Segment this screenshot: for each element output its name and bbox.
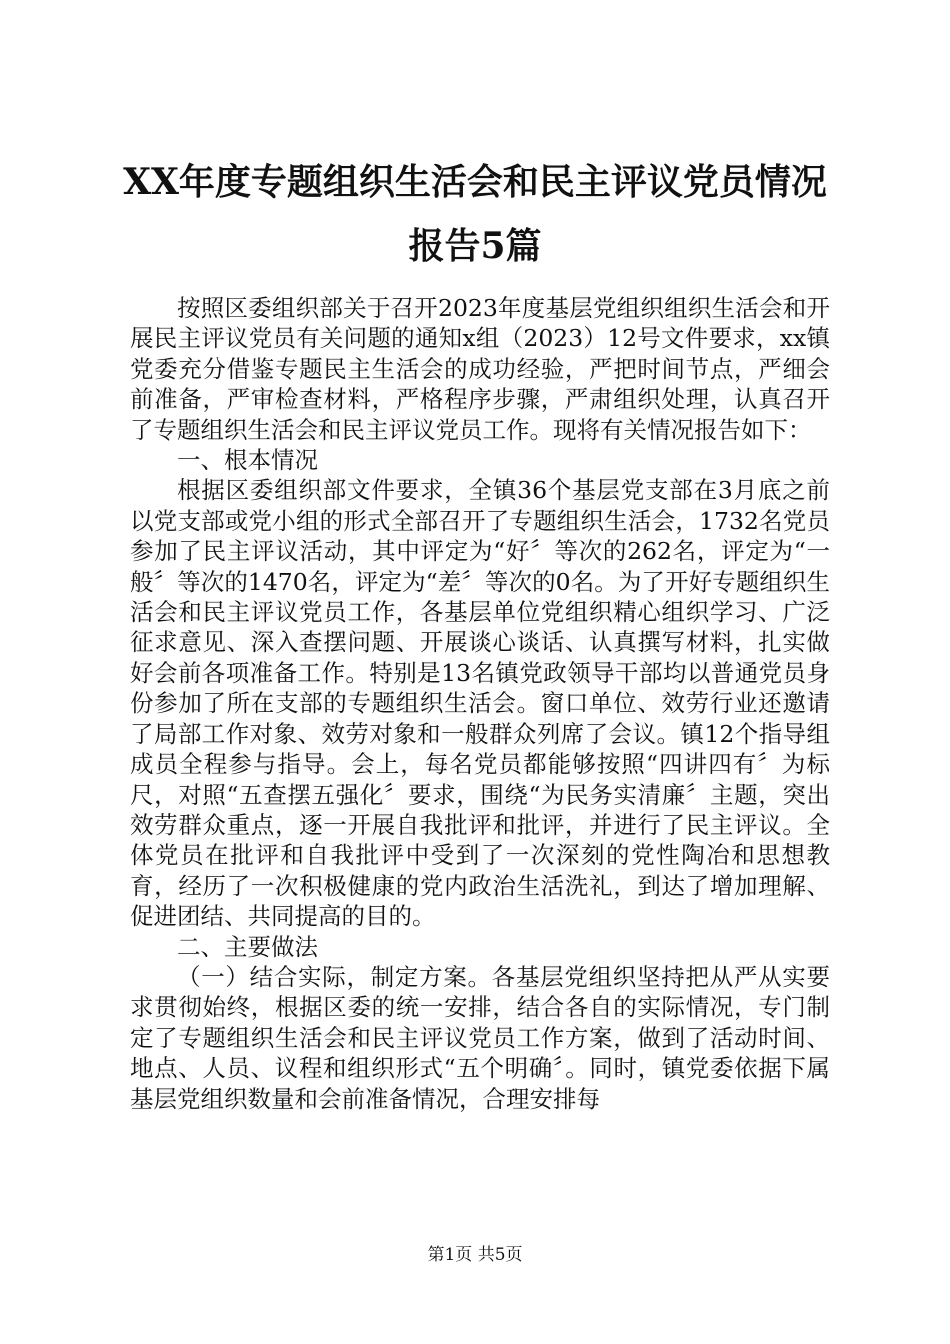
paragraph-basic-situation: 根据区委组织部文件要求，全镇36个基层党支部在3月底之前以党支部或党小组的形式全部召开了专题组织生活会，1732名党员参加了民主评议活动，其中评定为“好〞等次的262名，评定为“一般〞等次的1470名，评定为“差〞等次的0名。为了开好专题组织生活会和民主评议党员工作，各基层单位党组织精心组织学习、广泛征求意见、深入查摆问题、开展谈心谈话、认真撰写材料，扎实做好会前各项准备工作。特别是13名镇党政领导干部均以普通党员身份参加了所在支部的专题组织生活会。窗口单位、效劳行业还邀请了局部工作对象、效劳对象和一般群众列席了会议。镇12个指导组成员全程参与指导。会上，每名党员都能够按照“四讲四有〞为标尺，对照“五查摆五强化〞要求，围绕“为民务实清廉〞主题，突出效劳群众重点，逐一开展自我批评和批评，并进行了民主评议。全体党员在批评和自我批评中受到了一次深刻的党性陶冶和思想教育，经历了一次积极健康的党内政治生活洗礼，到达了增加理解、促进团结、共同提高的目的。 [130, 476, 830, 931]
section-heading-1: 一、根本情况 [177, 446, 318, 475]
paragraph-intro: 按照区委组织部关于召开2023年度基层党组织组织生活会和开展民主评议党员有关问题的通知x组（2023）12号文件要求，xx镇党委充分借鉴专题民主生活会的成功经验，严把时间节点，严细会前准备，严审检查材料，严格程序步骤，严肃组织处理，认真召开了专题组织生活会和民主评议党员工作。现将有关情况报告如下： [130, 294, 830, 444]
document-body [130, 293, 830, 1114]
document-title: XX年度专题组织生活会和民主评议党员情况报告5篇 [123, 161, 827, 267]
page-footer: 第1页 共5页 [427, 1245, 523, 1265]
paragraph-main-practices: （一）结合实际，制定方案。各基层党组织坚持把从严从实要求贯彻始终，根据区委的统一安排，结合各自的实际情况，专门制定了专题组织生活会和民主评议党员工作方案，做到了活动时间、地点、人员、议程和组织形式“五个明确〞。同时，镇党委依据下属基层党组织数量和会前准备情况，合理安排每 [130, 962, 830, 1113]
section-heading-2: 二、主要做法 [177, 932, 318, 961]
